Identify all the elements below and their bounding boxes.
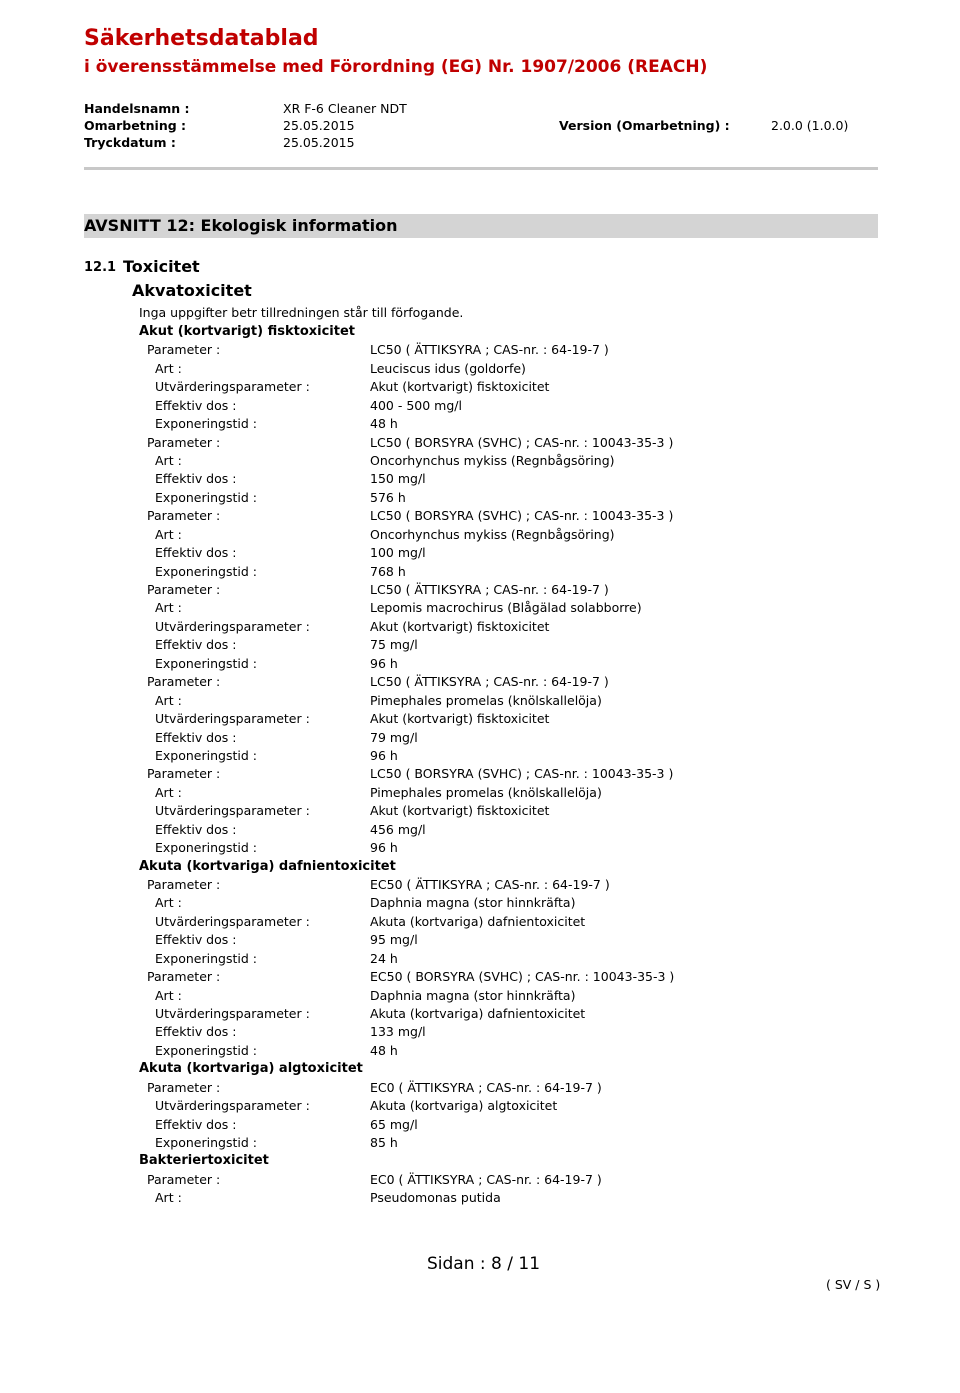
effective-dose-value: 79 mg/l [370, 729, 418, 745]
effective-dose-value: 456 mg/l [370, 821, 426, 837]
parameter-value: LC50 ( ÄTTIKSYRA ; CAS-nr. : 64-19-7 ) [370, 342, 609, 358]
evaluation-parameter-label: Utvärderingsparameter : [155, 618, 310, 634]
evaluation-parameter-label: Utvärderingsparameter : [155, 379, 310, 395]
subsection-number: 12.1 [84, 260, 117, 275]
evaluation-parameter-value: Akuta (kortvariga) algtoxicitet [370, 1098, 558, 1114]
species-value: Lepomis macrochirus (Blågälad solabborre) [370, 600, 642, 616]
exposure-time-label: Exponeringstid : [155, 747, 257, 763]
group-title: Akuta (kortvariga) dafnientoxicitet [139, 858, 396, 874]
group-title: Akuta (kortvariga) algtoxicitet [139, 1061, 363, 1077]
exposure-time-value: 24 h [370, 950, 398, 966]
effective-dose-label: Effektiv dos : [155, 1116, 237, 1132]
document-subtitle: i överensstämmelse med Förordning (EG) Nr. 1907/2006 (REACH) [84, 57, 708, 77]
header-divider [84, 167, 878, 170]
evaluation-parameter-label: Utvärderingsparameter : [155, 711, 310, 726]
parameter-value: LC50 ( ÄTTIKSYRA ; CAS-nr. : 64-19-7 ) [370, 582, 609, 597]
exposure-time-label: Exponeringstid : [155, 840, 257, 855]
exposure-time-label: Exponeringstid : [155, 563, 257, 579]
species-value: Daphnia magna (stor hinnkräfta) [370, 987, 576, 1003]
exposure-time-value: 48 h [370, 416, 398, 432]
parameter-label: Parameter : [147, 582, 221, 597]
parameter-value: LC50 ( BORSYRA (SVHC) ; CAS-nr. : 10043-35-3 ) [370, 434, 674, 450]
aquatic-toxicity-title: Akvatoxicitet [132, 281, 252, 300]
evaluation-parameter-value: Akuta (kortvariga) dafnientoxicitet [370, 1005, 586, 1021]
trade-name-value: XR F-6 Cleaner NDT [283, 101, 407, 116]
parameter-value: EC0 ( ÄTTIKSYRA ; CAS-nr. : 64-19-7 ) [370, 1079, 602, 1095]
evaluation-parameter-value: Akut (kortvarigt) fisktoxicitet [370, 379, 550, 395]
effective-dose-value: 95 mg/l [370, 932, 418, 948]
evaluation-parameter-value: Akut (kortvarigt) fisktoxicitet [370, 711, 550, 726]
species-value: Pimephales promelas (knölskallelöja) [370, 692, 602, 708]
parameter-label: Parameter : [147, 876, 221, 892]
species-label: Art : [155, 987, 182, 1003]
parameter-value: LC50 ( ÄTTIKSYRA ; CAS-nr. : 64-19-7 ) [370, 674, 609, 690]
species-value: Oncorhynchus mykiss (Regnbågsöring) [370, 453, 615, 468]
subsection-title: Toxicitet [123, 257, 200, 276]
effective-dose-label: Effektiv dos : [155, 821, 237, 837]
exposure-time-value: 96 h [370, 655, 398, 671]
no-data-note: Inga uppgifter betr tillredningen står till förfogande. [139, 305, 464, 320]
effective-dose-label: Effektiv dos : [155, 729, 237, 745]
effective-dose-value: 65 mg/l [370, 1116, 418, 1132]
species-value: Daphnia magna (stor hinnkräfta) [370, 895, 576, 911]
version-label: Version (Omarbetning) : [559, 118, 730, 133]
parameter-label: Parameter : [147, 1171, 221, 1187]
exposure-time-label: Exponeringstid : [155, 950, 257, 966]
parameter-label: Parameter : [147, 342, 221, 358]
exposure-time-label: Exponeringstid : [155, 655, 257, 671]
evaluation-parameter-label: Utvärderingsparameter : [155, 913, 310, 929]
species-label: Art : [155, 360, 182, 376]
exposure-time-value: 768 h [370, 563, 406, 579]
species-label: Art : [155, 1190, 182, 1206]
species-label: Art : [155, 526, 182, 542]
evaluation-parameter-value: Akuta (kortvariga) dafnientoxicitet [370, 913, 586, 929]
species-value: Pimephales promelas (knölskallelöja) [370, 784, 602, 800]
print-date-label: Tryckdatum : [84, 135, 176, 150]
species-value: Oncorhynchus mykiss (Regnbågsöring) [370, 526, 615, 542]
effective-dose-value: 75 mg/l [370, 637, 418, 653]
section-title: AVSNITT 12: Ekologisk information [84, 216, 398, 235]
species-label: Art : [155, 784, 182, 800]
parameter-value: LC50 ( BORSYRA (SVHC) ; CAS-nr. : 10043-35-3 ) [370, 508, 674, 524]
exposure-time-label: Exponeringstid : [155, 1134, 257, 1150]
effective-dose-label: Effektiv dos : [155, 545, 237, 561]
exposure-time-value: 85 h [370, 1134, 398, 1150]
species-value: Leuciscus idus (goldorfe) [370, 360, 526, 376]
exposure-time-value: 48 h [370, 1042, 398, 1058]
exposure-time-value: 96 h [370, 747, 398, 763]
effective-dose-value: 100 mg/l [370, 545, 426, 561]
species-label: Art : [155, 895, 182, 911]
parameter-label: Parameter : [147, 508, 221, 524]
evaluation-parameter-label: Utvärderingsparameter : [155, 803, 310, 819]
evaluation-parameter-value: Akut (kortvarigt) fisktoxicitet [370, 803, 550, 819]
version-value: 2.0.0 (1.0.0) [771, 118, 849, 133]
effective-dose-value: 150 mg/l [370, 471, 426, 487]
language-code: ( SV / S ) [826, 1277, 881, 1292]
revision-value: 25.05.2015 [283, 118, 355, 133]
print-date-value: 25.05.2015 [283, 135, 355, 150]
effective-dose-label: Effektiv dos : [155, 932, 237, 948]
exposure-time-value: 576 h [370, 489, 406, 505]
effective-dose-label: Effektiv dos : [155, 1024, 237, 1040]
group-title: Akut (kortvarigt) fisktoxicitet [139, 324, 356, 339]
page-number: Sidan : 8 / 11 [427, 1254, 541, 1274]
exposure-time-label: Exponeringstid : [155, 416, 257, 432]
effective-dose-value: 133 mg/l [370, 1024, 426, 1040]
evaluation-parameter-label: Utvärderingsparameter : [155, 1098, 310, 1114]
parameter-label: Parameter : [147, 969, 221, 984]
effective-dose-value: 400 - 500 mg/l [370, 397, 462, 413]
exposure-time-label: Exponeringstid : [155, 1042, 257, 1058]
effective-dose-label: Effektiv dos : [155, 471, 237, 487]
exposure-time-label: Exponeringstid : [155, 489, 257, 505]
species-value: Pseudomonas putida [370, 1190, 501, 1206]
species-label: Art : [155, 692, 182, 708]
parameter-value: EC50 ( ÄTTIKSYRA ; CAS-nr. : 64-19-7 ) [370, 876, 610, 892]
parameter-value: LC50 ( BORSYRA (SVHC) ; CAS-nr. : 10043-35-3 ) [370, 766, 674, 782]
revision-label: Omarbetning : [84, 118, 187, 133]
trade-name-label: Handelsnamn : [84, 101, 190, 116]
document-title: Säkerhetsdatablad [84, 26, 319, 51]
species-label: Art : [155, 453, 182, 468]
effective-dose-label: Effektiv dos : [155, 397, 237, 413]
evaluation-parameter-value: Akut (kortvarigt) fisktoxicitet [370, 618, 550, 634]
parameter-label: Parameter : [147, 434, 221, 450]
parameter-label: Parameter : [147, 1079, 221, 1095]
parameter-value: EC0 ( ÄTTIKSYRA ; CAS-nr. : 64-19-7 ) [370, 1171, 602, 1187]
species-label: Art : [155, 600, 182, 616]
parameter-label: Parameter : [147, 674, 221, 690]
group-title: Bakteriertoxicitet [139, 1153, 269, 1169]
parameter-value: EC50 ( BORSYRA (SVHC) ; CAS-nr. : 10043-35-3 ) [370, 969, 675, 984]
evaluation-parameter-label: Utvärderingsparameter : [155, 1005, 310, 1021]
effective-dose-label: Effektiv dos : [155, 637, 237, 653]
parameter-label: Parameter : [147, 766, 221, 782]
exposure-time-value: 96 h [370, 840, 398, 855]
